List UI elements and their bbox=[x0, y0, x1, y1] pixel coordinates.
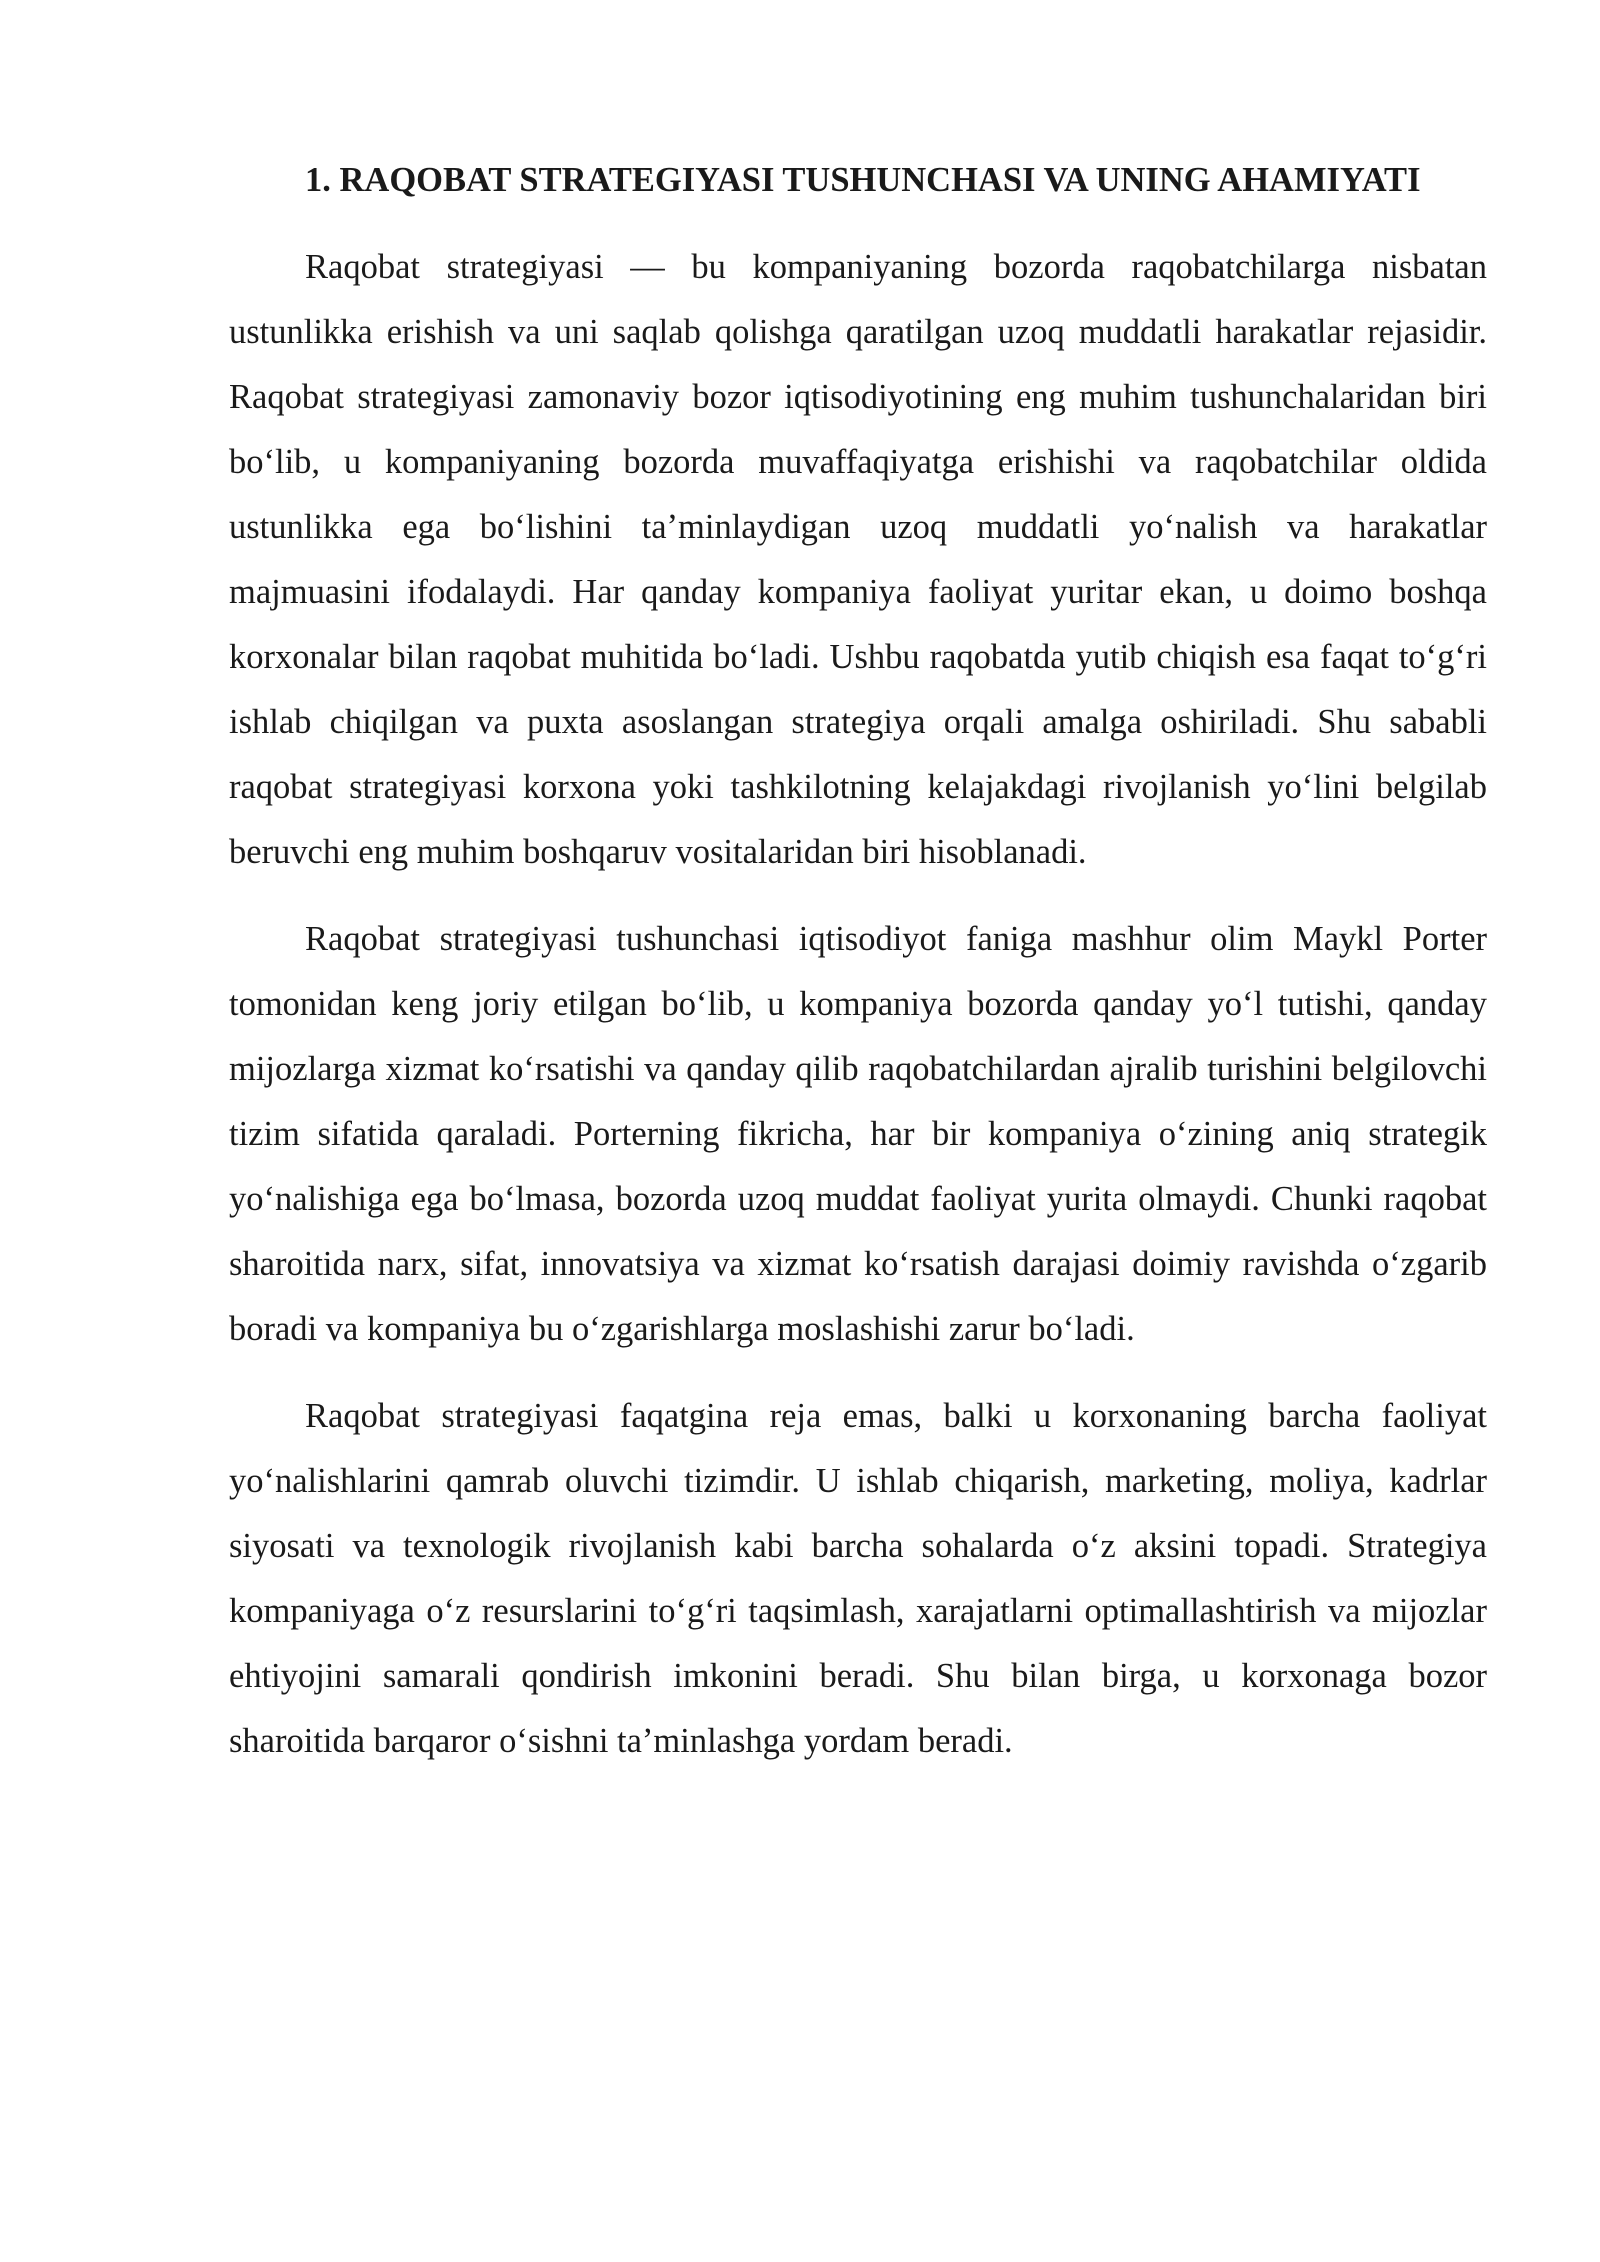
paragraph-system: Raqobat strategiyasi faqatgina reja emas, balki u korxonaning barcha faoliyat yoʻnalishlarini qamrab oluvchi tizimdir. U ishlab chiqarish, marketing, moliya, kadrlar siyosati va texnologik rivojlanish kabi barcha sohalarda oʻz aksini topadi. Strategiya kompaniyaga oʻz resurslarini toʻgʻri taqsimlash, xarajatlarni optimallashtirish va mijozlar ehtiyojini samarali qondirish imkonini beradi. Shu bilan birga, u korxonaga bozor sharoitida barqaror oʻsishni taʼminlashga yordam beradi. bbox=[229, 1397, 1487, 1760]
paragraph-definition: Raqobat strategiyasi — bu kompaniyaning bozorda raqobatchilarga nisbatan ustunlikka erishish va uni saqlab qolishga qaratilgan uzoq muddatli harakatlar rejasidir. Raqobat strategiyasi zamonaviy bozor iqtisodiyotining eng muhim tushunchalaridan biri boʻlib, u kompaniyaning bozorda muvaffaqiyatga erishishi va raqobatchilar oldida ustunlikka ega boʻlishini taʼminlaydigan uzoq muddatli yoʻnalish va harakatlar majmuasini ifodalaydi. Har qanday kompaniya faoliyat yuritar ekan, u doimo boshqa korxonalar bilan raqobat muhitida boʻladi. Ushbu raqobatda yutib chiqish esa faqat toʻgʻri ishlab chiqilgan va puxta asoslangan strategiya orqali amalga oshiriladi. Shu sababli raqobat strategiyasi korxona yoki tashkilotning kelajakdagi rivojlanish yoʻlini belgilab beruvchi eng muhim boshqaruv vositalaridan biri hisoblanadi. bbox=[229, 248, 1487, 871]
document-page bbox=[229, 148, 1487, 1796]
section-heading: 1. RAQOBAT STRATEGIYASI TUSHUNCHASI VA UNING AHAMIYATI bbox=[305, 161, 1421, 199]
paragraph-porter: Raqobat strategiyasi tushunchasi iqtisodiyot faniga mashhur olim Maykl Porter tomonidan keng joriy etilgan boʻlib, u kompaniya bozorda qanday yoʻl tutishi, qanday mijozlarga xizmat koʻrsatishi va qanday qilib raqobatchilardan ajralib turishini belgilovchi tizim sifatida qaraladi. Porterning fikricha, har bir kompaniya oʻzining aniq strategik yoʻnalishiga ega boʻlmasa, bozorda uzoq muddat faoliyat yurita olmaydi. Chunki raqobat sharoitida narx, sifat, innovatsiya va xizmat koʻrsatish darajasi doimiy ravishda oʻzgarib boradi va kompaniya bu oʻzgarishlarga moslashishi zarur boʻladi. bbox=[229, 920, 1487, 1348]
